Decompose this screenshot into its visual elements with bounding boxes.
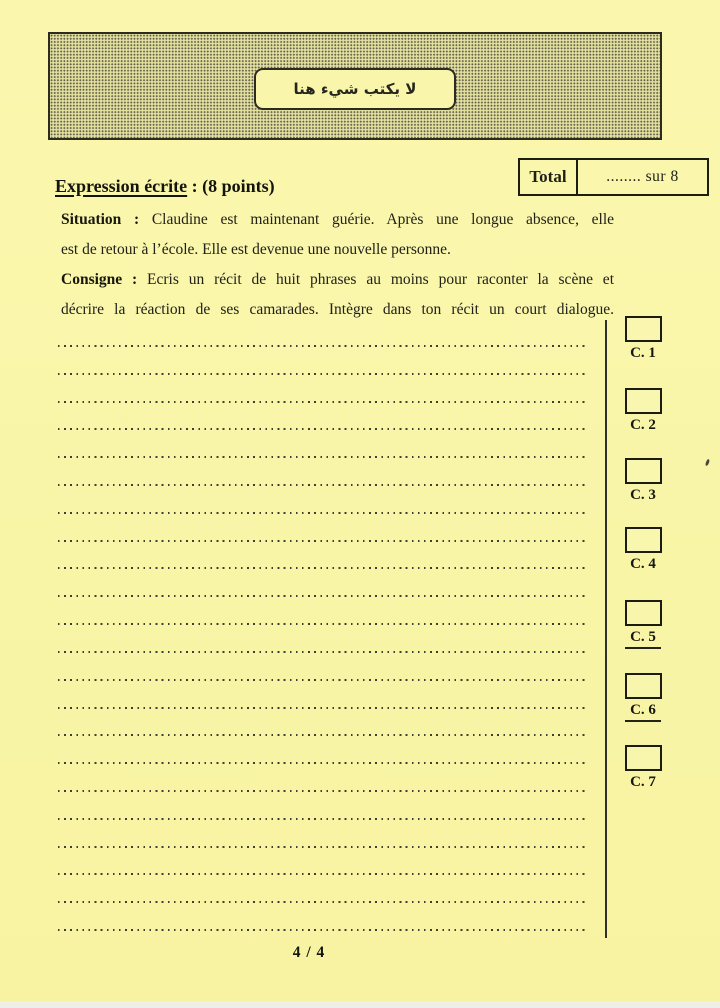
section-points: : (8 points) <box>187 176 275 196</box>
writing-line[interactable] <box>58 373 586 375</box>
writing-line[interactable] <box>58 929 586 931</box>
writing-line[interactable] <box>58 345 586 347</box>
criterion-item <box>618 673 668 722</box>
no-writing-label-box <box>254 68 456 110</box>
section-title-text: Expression écrite <box>55 176 188 196</box>
no-writing-zone <box>48 32 662 140</box>
criterion-checkbox[interactable] <box>625 673 662 699</box>
writing-line[interactable] <box>58 484 586 486</box>
page-bottom-edge <box>0 1001 720 1008</box>
total-score-field[interactable]: ........ sur 8 <box>606 168 679 185</box>
writing-line[interactable] <box>58 428 586 430</box>
instruction-lead-label: Consigne : <box>61 271 138 288</box>
writing-line[interactable] <box>58 762 586 764</box>
writing-line[interactable] <box>58 456 586 458</box>
criterion-item <box>618 388 668 435</box>
criterion-item <box>618 527 668 574</box>
criterion-checkbox[interactable] <box>625 388 662 414</box>
writing-line[interactable] <box>58 790 586 792</box>
criterion-label: C. 3 <box>630 487 656 503</box>
criterion-item <box>618 458 668 505</box>
criterion-checkbox[interactable] <box>625 316 662 342</box>
writing-line[interactable] <box>58 734 586 736</box>
instructions-block <box>61 205 614 325</box>
criterion-label: C. 7 <box>630 774 656 790</box>
criterion-label: C. 1 <box>630 345 656 361</box>
criterion-label: C. 4 <box>630 556 656 572</box>
total-score-table <box>518 158 709 196</box>
writing-line[interactable] <box>58 623 586 625</box>
instruction-line: est de retour à l’école. Elle est devenue une nouvelle personne. <box>61 241 451 258</box>
writing-line[interactable] <box>58 540 586 542</box>
writing-line[interactable] <box>58 818 586 820</box>
writing-line[interactable] <box>58 679 586 681</box>
writing-line[interactable] <box>58 512 586 514</box>
instruction-line: Consigne : Ecris un récit de huit phrases au moins pour raconter la scène et <box>61 271 614 288</box>
instruction-line: décrire la réaction de ses camarades. Intègre dans ton récit un court dialogue. <box>61 301 614 318</box>
writing-line[interactable] <box>58 873 586 875</box>
criterion-label: C. 2 <box>630 417 656 433</box>
criterion-checkbox[interactable] <box>625 527 662 553</box>
page-number: 4 / 4 <box>292 944 326 961</box>
score-column-divider <box>605 320 607 938</box>
section-title <box>55 176 275 197</box>
writing-line[interactable] <box>58 567 586 569</box>
criterion-checkbox[interactable] <box>625 745 662 771</box>
writing-area[interactable] <box>58 345 586 935</box>
scan-speck <box>705 459 710 467</box>
writing-line[interactable] <box>58 707 586 709</box>
writing-line[interactable] <box>58 595 586 597</box>
criterion-label: C. 5 <box>625 629 661 649</box>
criterion-item <box>618 316 668 363</box>
writing-line[interactable] <box>58 401 586 403</box>
instruction-lead-label: Situation : <box>61 211 140 228</box>
writing-line[interactable] <box>58 846 586 848</box>
writing-line[interactable] <box>58 901 586 903</box>
criterion-label: C. 6 <box>625 702 661 722</box>
arabic-note-text: لا يكتب شيء هنا <box>293 80 417 98</box>
criterion-checkbox[interactable] <box>625 458 662 484</box>
writing-line[interactable] <box>58 651 586 653</box>
total-label: Total <box>520 160 578 194</box>
criterion-checkbox[interactable] <box>625 600 662 626</box>
criterion-item <box>618 745 668 792</box>
criterion-item <box>618 600 668 649</box>
instruction-line: Situation : Claudine est maintenant guérie. Après une longue absence, elle <box>61 211 614 228</box>
